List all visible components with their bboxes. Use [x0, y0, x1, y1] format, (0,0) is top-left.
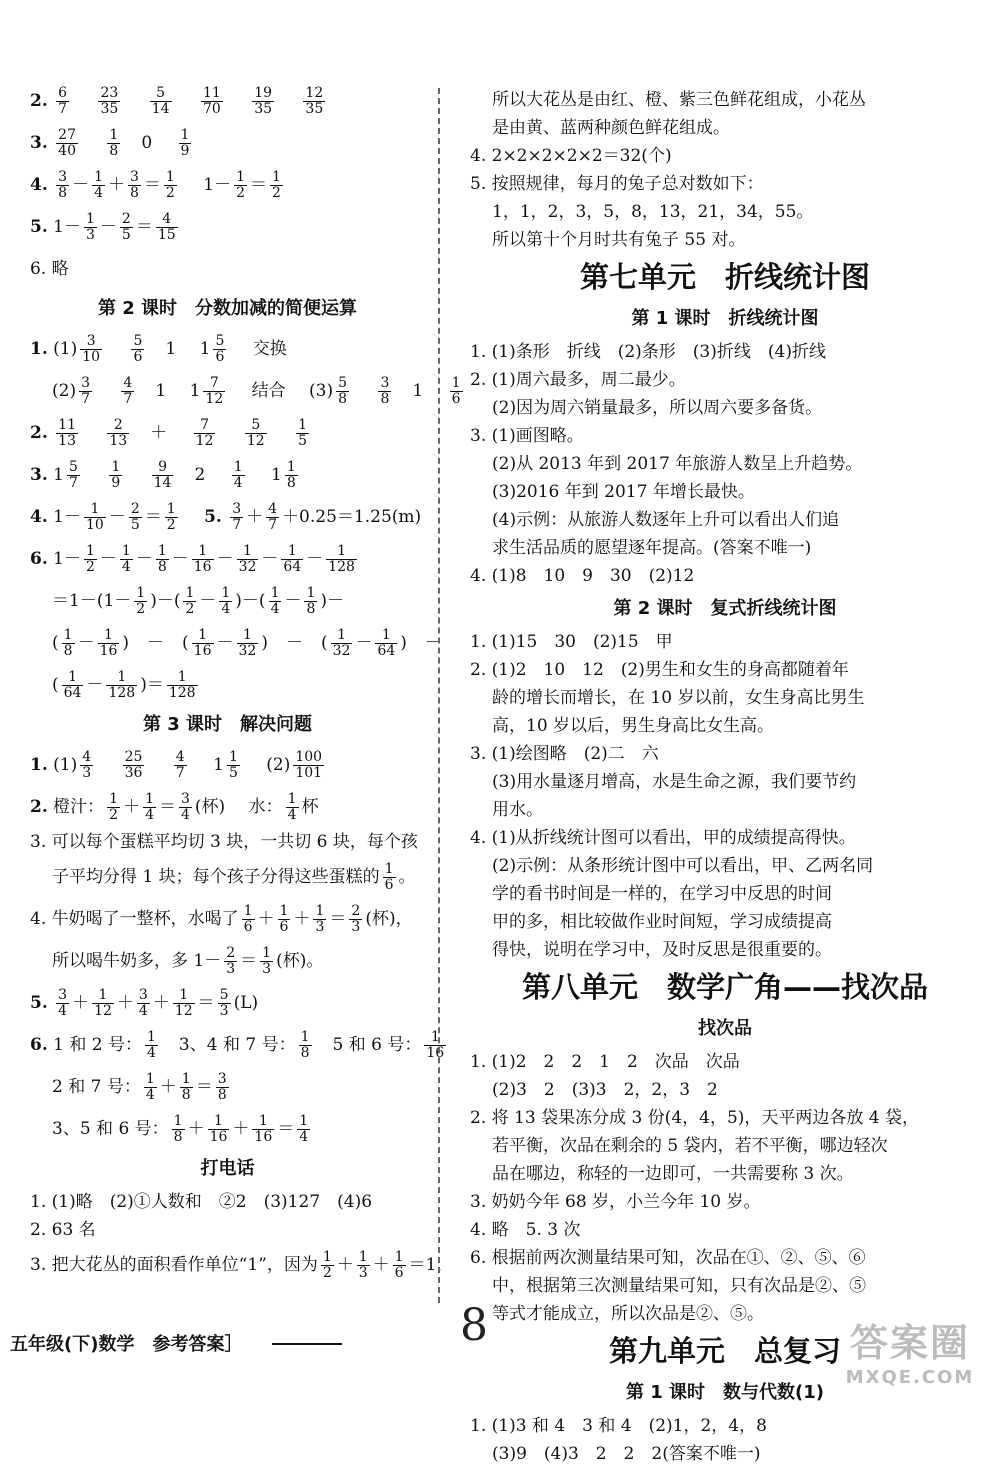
- u7l1-line: (2)从 2013 年到 2017 年旅游人数呈上升趋势。: [492, 454, 863, 474]
- u7l2-line: 4. (1)从折线统计图可以看出，甲的成绩提高得快。: [470, 828, 856, 848]
- unit-9-title: 第九单元 总复习: [608, 1334, 841, 1368]
- watermark-url: MXQE.COM: [845, 1367, 975, 1388]
- u7l2-line: 1. (1)15 30 (2)15 甲: [470, 632, 673, 652]
- unit7-lesson2-title: 第 2 课时 复式折线统计图: [613, 598, 837, 619]
- unit7-lesson1-title: 第 1 课时 折线统计图: [631, 308, 819, 329]
- lesson2-answer-1a: 1. (1) $\frac{3}{10}$ $\frac{5}{6}$ 1 1 $\frac{5}{6}$ 交换: [30, 333, 287, 365]
- milk-text-2: 所以喝牛奶多，多 1－: [52, 951, 222, 971]
- footer-label: 五年级(下)数学 参考答案］: [10, 1334, 243, 1355]
- u7l1-line: 求生活品质的愿望逐年提高。(答案不唯一): [492, 538, 812, 558]
- u8-line: 等式才能成立，所以次品是②、⑤。: [492, 1304, 764, 1324]
- answer-5-equation: 5. 1－ $\frac{1}{3}$ － $\frac{2}{5}$ ＝ $\frac{4}{15}$: [30, 211, 176, 243]
- lesson2-answer-6b: ＝1－(1－ $\frac{1}{2}$ )－( $\frac{1}{2}$ － $\frac{1}{4}$ )－( $\frac{1}{4}$ － $\frac{1}{8}$ )－: [52, 585, 345, 617]
- phone-answer-1: 1. (1)略 (2)①人数和 ②2 (3)127 (4)6: [30, 1192, 373, 1212]
- footer-rule: [272, 1343, 342, 1345]
- u7l1-line: (4)示例：从旅游人数逐年上升可以看出人们追: [492, 510, 840, 530]
- u8-line: 若平衡，次品在剩余的 5 袋内，若不平衡，哪边轻次: [492, 1136, 888, 1156]
- page-number: 8: [460, 1300, 488, 1351]
- answer-4-count: 4. 2×2×2×2×2＝32(个): [470, 146, 672, 166]
- cup-unit: 杯: [301, 797, 319, 817]
- lesson3-answer-5: 5. $\frac{3}{4}$ ＋ $\frac{1}{12}$ ＋ $\frac{3}{4}$ ＋ $\frac{1}{12}$ ＝ $\frac{5}{3}$ (L): [30, 987, 259, 1019]
- rabbit-sequence: 1，1，2，3，5，8，13，21，34，55。: [492, 202, 814, 222]
- lesson3-answer-6c: 3、5 和 6 号： $\frac{1}{8}$ ＋ $\frac{1}{16}$ ＋ $\frac{1}{16}$ ＝ $\frac{1}{4}$: [52, 1113, 309, 1145]
- u8-line: 中，根据第三次测量结果可知，只有次品是②、⑤: [492, 1276, 866, 1296]
- answer-3-fractions: 3. $\frac{27}{40}$ $\frac{1}{8}$ 0 $\frac{1}{9}$: [30, 127, 190, 159]
- u8-line: 2. 将 13 袋果冻分成 3 份(4，4，5)，天平两边各放 4 袋，: [470, 1108, 920, 1128]
- watermark-logo: [830, 1312, 990, 1388]
- item-number: 4.: [30, 175, 48, 195]
- orange-juice-label: 橙汁：: [53, 797, 105, 817]
- unit-8-title: 第八单元 数学广角——找次品: [521, 970, 928, 1004]
- cake-text: 子平均分得 1 块；每个孩子分得这些蛋糕的: [52, 867, 380, 887]
- milk-text: 4. 牛奶喝了一整杯，水喝了: [30, 909, 239, 929]
- unit8-subtitle: 找次品: [698, 1018, 752, 1039]
- cup-unit: (杯): [194, 797, 226, 817]
- column-divider: [438, 88, 440, 1303]
- combine-label: 结合: [251, 381, 286, 401]
- u7l2-line: (2)示例：从条形统计图中可以看出，甲、乙两名同: [492, 856, 874, 876]
- u9-line: 1. (1)3 和 4 3 和 4 (2)1，2，4，8: [470, 1416, 767, 1436]
- lesson2-answer-4-5: 4. 1－ $\frac{1}{10}$ － $\frac{2}{5}$ ＝ $\frac{1}{2}$ 5. $\frac{3}{7}$ ＋ $\frac{4}{7}$ ＋0.25＝1.25(m): [30, 501, 422, 533]
- u7l2-line: 甲的多，相比较做作业时间短，学习成绩提高: [492, 912, 832, 932]
- lesson3-answer-3b: 子平均分得 1 块；每个孩子分得这些蛋糕的 $\frac{1}{6}$ 。: [52, 861, 416, 893]
- lesson2-answer-6d: ( $\frac{1}{64}$ － $\frac{1}{128}$ )＝ $\frac{1}{128}$: [52, 669, 196, 701]
- u7l2-line: 龄的增长而增长，在 10 岁以前，女生身高比男生: [492, 688, 865, 708]
- u7l1-line: 2. (1)周六最多，周二最少。: [470, 370, 686, 390]
- lesson-2-title: 第 2 课时 分数加减的简便运算: [97, 298, 358, 319]
- lesson3-answer-2: 2. 橙汁： $\frac{1}{2}$ ＋ $\frac{1}{4}$ ＝ $\frac{3}{4}$ (杯) 水： $\frac{1}{4}$ 杯: [30, 791, 319, 823]
- phone-text: 3. 把大花丛的面积看作单位“1”，因为: [30, 1255, 318, 1275]
- lesson3-answer-3a: 3. 可以每个蛋糕平均切 3 块，一共切 6 块，每个孩: [30, 832, 418, 852]
- u7l1-line: (2)因为周六销量最多，所以周六要多备货。: [492, 398, 823, 418]
- lesson3-answer-6a: 6. 1 和 2 号： $\frac{1}{4}$ 3、4 和 7 号： $\frac{1}{8}$ 5 和 6 号： $\frac{1}{16}$: [30, 1029, 445, 1061]
- lesson-3-title: 第 3 课时 解决问题: [142, 714, 313, 735]
- u8-line: 1. (1)2 2 2 1 2 次品 次品: [470, 1052, 740, 1072]
- water-label: 水：: [248, 797, 283, 817]
- right-column: [470, 86, 980, 1468]
- lesson2-answer-2: 2. $\frac{11}{13}$ $\frac{2}{13}$ ＋ $\frac{7}{12}$ $\frac{5}{12}$ $\frac{1}{5}$: [30, 417, 308, 449]
- u7l1-line: (3)2016 年到 2017 年增长最快。: [492, 482, 755, 502]
- u7l1-line: 3. (1)画图略。: [470, 426, 584, 446]
- unit9-lesson1-title: 第 1 课时 数与代数(1): [625, 1382, 825, 1403]
- lesson3-answer-1: 1. (1) $\frac{4}{3}$ $\frac{25}{36}$ $\frac{4}{7}$ 1 $\frac{1}{5}$ (2) $\frac{100}{101}$: [30, 749, 323, 781]
- u7l1-line: 4. (1)8 10 9 30 (2)12: [470, 566, 695, 586]
- u8-line: (2)3 2 (3)3 2，2，3 2: [492, 1080, 718, 1100]
- watermark-text: 答案圈: [849, 1321, 970, 1365]
- answer-5-rule: 5. 按照规律，每月的兔子总对数如下：: [470, 174, 764, 194]
- flower-line-1: 所以大花丛是由红、橙、紫三色鲜花组成，小花丛: [492, 90, 866, 110]
- lesson2-answer-1b: (2) $\frac{3}{7}$ $\frac{4}{7}$ 1 1 $\frac{7}{12}$ 结合 (3) $\frac{5}{8}$ $\frac{3}{8}$ 1 $\frac{1}{6}$: [52, 375, 461, 407]
- u7l1-line: 1. (1)条形 折线 (2)条形 (3)折线 (4)折线: [470, 342, 826, 362]
- lesson2-answer-3: 3. 1 $\frac{5}{7}$ $\frac{1}{9}$ $\frac{9}{14}$ 2 $\frac{1}{4}$ 1 $\frac{1}{8}$: [30, 459, 296, 491]
- answer-4-equation: 4. $\frac{3}{8}$ － $\frac{1}{4}$ ＋ $\frac{3}{8}$ ＝ $\frac{1}{2}$ 1－ $\frac{1}{2}$ ＝ $\frac{1}{2}$: [30, 169, 281, 201]
- u7l2-line: 3. (1)绘图略 (2)二 六: [470, 744, 659, 764]
- u7l2-line: 得快，说明在学习中，及时反思是很重要的。: [492, 940, 832, 960]
- u7l2-line: 学的看书时间是一样的，在学习中反思的时间: [492, 884, 832, 904]
- phone-title: 打电话: [200, 1158, 255, 1179]
- answer-2-fractions: 2. $\frac{6}{7}$ $\frac{23}{35}$ $\frac{5}{14}$ $\frac{11}{70}$ $\frac{19}{35}$ $\frac{12}{35}$: [30, 85, 324, 117]
- u8-line: 6. 根据前两次测量结果可知，次品在①、②、⑤、⑥: [470, 1248, 866, 1268]
- u8-line: 4. 略 5. 3 次: [470, 1220, 581, 1240]
- rabbit-conclusion: 所以第十个月时共有兔子 55 对。: [492, 230, 746, 250]
- lesson3-answer-4b: 所以喝牛奶多，多 1－ $\frac{2}{3}$ ＝ $\frac{1}{3}$ (杯)。: [52, 945, 324, 977]
- u8-line: 3. 奶奶今年 68 岁，小兰今年 10 岁。: [470, 1192, 761, 1212]
- lesson2-answer-6c: ( $\frac{1}{8}$ － $\frac{1}{16}$ ) － ( $\frac{1}{16}$ － $\frac{1}{32}$ ) － ( $\frac{1}{32}$ － $\frac{1}{64}$ ) －: [52, 627, 442, 659]
- item-number: 3.: [30, 133, 48, 153]
- lesson2-answer-6a: 6. 1－ $\frac{1}{2}$ － $\frac{1}{4}$ － $\frac{1}{8}$ － $\frac{1}{16}$ － $\frac{1}{32}$ － $\frac{1}{64}$ － $\frac{1}{128}$: [30, 543, 355, 575]
- u7l2-line: 高，10 岁以后，男生身高比女生高。: [492, 716, 775, 736]
- u7l2-line: 2. (1)2 10 12 (2)男生和女生的身高都随着年: [470, 660, 849, 680]
- swap-label: 交换: [252, 339, 287, 359]
- u9-line: (3)9 (4)3 2 2 2(答案不唯一): [492, 1444, 761, 1464]
- flower-line-2: 是由黄、蓝两种颜色鲜花组成。: [492, 118, 730, 138]
- lesson3-answer-6b: 2 和 7 号： $\frac{1}{4}$ ＋ $\frac{1}{8}$ ＝ $\frac{3}{8}$: [52, 1071, 227, 1103]
- u7l2-line: 用水。: [492, 800, 543, 820]
- left-column: [30, 80, 461, 1286]
- phone-answer-2: 2. 63 名: [30, 1220, 96, 1240]
- u8-line: 品在哪边，称轻的一边即可，一共需要称 3 次。: [492, 1164, 854, 1184]
- item-number: 2.: [30, 91, 48, 111]
- phone-answer-3: 3. 把大花丛的面积看作单位“1”，因为 $\frac{1}{2}$ ＋ $\frac{1}{3}$ ＋ $\frac{1}{6}$ ＝1，: [30, 1249, 454, 1281]
- answer-6: 6. 略: [30, 259, 69, 279]
- item-number: 5.: [30, 217, 48, 237]
- lesson3-answer-4a: 4. 牛奶喝了一整杯，水喝了 $\frac{1}{6}$ ＋ $\frac{1}{6}$ ＋ $\frac{1}{3}$ ＝ $\frac{2}{3}$ (杯)，: [30, 903, 413, 935]
- u7l2-line: (3)用水量逐月增高，水是生命之源，我们要节约: [492, 772, 857, 792]
- unit-7-title: 第七单元 折线统计图: [579, 260, 870, 294]
